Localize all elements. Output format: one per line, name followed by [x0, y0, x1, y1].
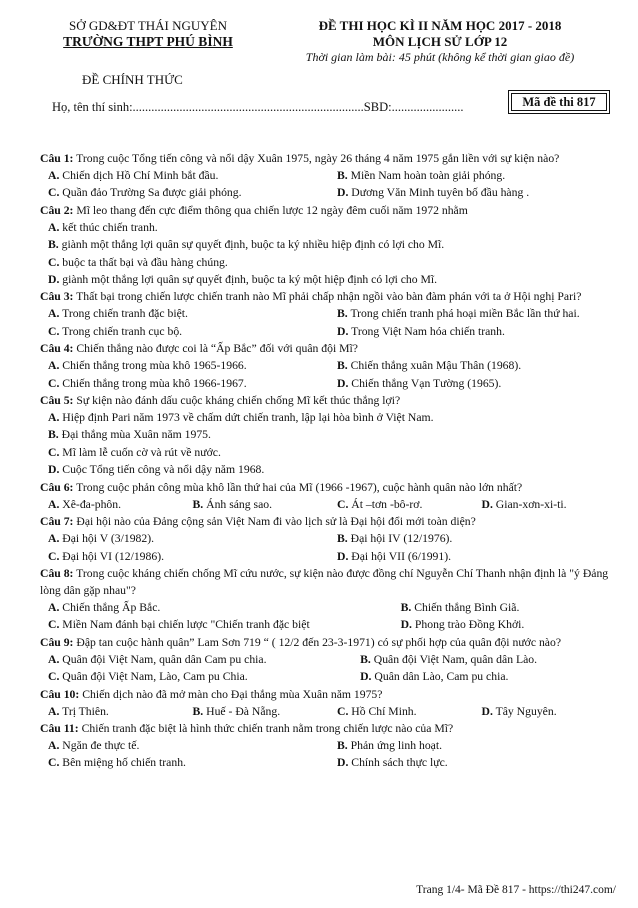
option-key: B.	[192, 704, 204, 718]
option-key: B.	[337, 532, 348, 546]
answer-option-c	[40, 323, 329, 340]
time-note: Thời gian làm bài: 45 phút (không kể thời gian giao đề)	[305, 50, 575, 64]
option-key: C.	[48, 255, 60, 269]
option-text: Chiến thắng Vạn Tường (1965).	[351, 376, 502, 390]
question-options	[40, 167, 618, 202]
option-key: A.	[48, 220, 60, 234]
question-number: Câu 4:	[40, 342, 74, 356]
question-text: Sự kiện nào đánh dấu cuộc kháng chiến chống Mĩ kết thúc thắng lợi?	[76, 394, 401, 408]
option-text: buộc ta thất bại và đầu hàng chúng.	[62, 255, 228, 269]
option-key: D.	[400, 618, 412, 632]
question-number: Câu 7:	[40, 515, 74, 529]
option-text: giành một thắng lợi quân sự quyết định, buộc ta ký nhiều hiệp định có lợi cho Mĩ.	[61, 238, 445, 252]
option-key: B.	[400, 600, 412, 614]
option-text: Trong chiến tranh đặc biệt.	[62, 307, 188, 321]
question-options	[40, 357, 618, 392]
question-text: Trong cuộc phản công mùa khô lần thứ hai của Mĩ (1966 -1967), cuộc hành quân nào lớn nhất?	[76, 480, 523, 494]
option-key: D.	[48, 273, 60, 287]
answer-option-b	[393, 599, 618, 616]
option-key: D.	[337, 376, 349, 390]
question-text: Đại hội nào của Đảng cộng sản Việt Nam đi vào lịch sử là Đại hội đổi mới toàn diện?	[76, 515, 476, 529]
question-options	[40, 651, 618, 686]
answer-option-c	[40, 254, 618, 271]
school-name: TRƯỜNG THPT PHÚ BÌNH	[63, 34, 233, 49]
question-10	[40, 686, 618, 703]
option-key: A.	[48, 600, 60, 614]
option-text: Quân đội Việt Nam, quân dân Cam pu chia.	[62, 652, 267, 666]
option-text: Miền Nam hoàn toàn giải phóng.	[350, 169, 506, 182]
option-text: Huế - Đà Nẵng.	[206, 704, 281, 718]
option-key: D.	[481, 497, 493, 511]
question-6	[40, 479, 618, 496]
answer-option-b	[329, 305, 618, 322]
question-number: Câu 3:	[40, 290, 74, 304]
question-number: Câu 2:	[40, 203, 74, 217]
subject-title: MÔN LỊCH SỬ LỚP 12	[372, 34, 508, 49]
candidate-name-line: Họ, tên thí sinh:..........................................................................SBD:.......................	[52, 100, 464, 114]
option-text: Át –tơn -bô-rơ.	[351, 497, 423, 511]
answer-option-b	[329, 357, 618, 374]
option-text: Chiến thắng trong mùa khô 1965-1966.	[62, 359, 247, 373]
option-key: B.	[337, 169, 348, 182]
option-text: Đại hội IV (12/1976).	[350, 532, 453, 546]
option-key: D.	[337, 186, 349, 200]
option-key: A.	[48, 738, 60, 752]
question-text: Đập tan cuộc hành quân” Lam Sơn 719 “ ( 12/2 đến 23-3-1971) có sự phối hợp của quân đội nước nào?	[76, 635, 562, 649]
option-key: A.	[48, 169, 60, 182]
option-key: D.	[337, 324, 349, 338]
question-number: Câu 1:	[40, 152, 74, 165]
question-options	[40, 305, 618, 340]
option-key: A.	[48, 532, 60, 546]
option-key: D.	[481, 704, 493, 718]
option-text: Tây Nguyên.	[495, 704, 557, 718]
header-left	[38, 18, 258, 50]
option-text: Quân dân Lào, Cam pu chia.	[374, 670, 509, 684]
option-key: D.	[48, 463, 60, 477]
option-text: kết thúc chiến tranh.	[62, 220, 158, 234]
answer-option-b	[40, 236, 618, 253]
exam-title: ĐỀ THI HỌC KÌ II NĂM HỌC 2017 - 2018	[318, 18, 562, 33]
answer-option-d	[40, 461, 618, 478]
answer-option-a	[40, 167, 329, 184]
answer-option-c	[40, 444, 618, 461]
option-key: A.	[48, 359, 60, 373]
answer-option-d	[40, 271, 618, 288]
option-key: A.	[48, 497, 60, 511]
question-8	[40, 565, 618, 599]
answer-option-a	[40, 737, 329, 754]
question-7	[40, 513, 618, 530]
answer-option-a	[40, 305, 329, 322]
answer-option-c	[40, 548, 329, 565]
option-key: C.	[48, 445, 60, 459]
option-key: A.	[48, 704, 60, 718]
answer-option-a	[40, 651, 352, 668]
answer-option-c	[40, 754, 329, 771]
answer-option-a	[40, 599, 393, 616]
option-key: A.	[48, 652, 60, 666]
answer-option-c	[40, 184, 329, 201]
option-key: C.	[48, 324, 60, 338]
question-options	[40, 703, 618, 720]
option-text: Trong Việt Nam hóa chiến tranh.	[351, 324, 505, 338]
answer-option-d	[393, 616, 618, 633]
option-text: Hiệp định Pari năm 1973 về chấm dứt chiến tranh, lập lại hòa bình ở Việt Nam.	[62, 411, 434, 425]
option-text: Đại hội VII (6/1991).	[351, 549, 452, 563]
option-text: Quân đội Việt Nam, quân dân Lào.	[373, 652, 538, 666]
answer-option-d	[474, 703, 619, 720]
question-options	[40, 530, 618, 565]
question-options	[40, 599, 618, 634]
option-key: C.	[48, 376, 60, 390]
answer-option-c	[329, 496, 474, 513]
answer-option-c	[40, 616, 393, 633]
option-text: Cuộc Tổng tiến công và nổi dậy năm 1968.	[62, 463, 265, 477]
option-key: C.	[48, 186, 60, 200]
option-key: B.	[48, 428, 59, 442]
question-options	[40, 496, 618, 513]
question-options	[40, 409, 618, 479]
option-text: Trong chiến tranh phá hoại miền Bắc lần thứ hai.	[350, 307, 580, 321]
exam-code-inner-border	[511, 93, 607, 111]
answer-option-d	[329, 548, 618, 565]
question-text: Chiến dịch nào đã mở màn cho Đại thắng mùa Xuân năm 1975?	[82, 687, 383, 701]
answer-option-c	[329, 703, 474, 720]
question-number: Câu 6:	[40, 480, 74, 494]
answer-option-d	[329, 323, 618, 340]
answer-option-a	[40, 357, 329, 374]
option-key: B.	[337, 307, 348, 321]
option-key: C.	[337, 704, 349, 718]
answer-option-a	[40, 530, 329, 547]
answer-option-a	[40, 703, 185, 720]
option-text: Gian-xơn-xi-ti.	[495, 497, 567, 511]
question-options	[40, 737, 618, 772]
option-key: C.	[337, 497, 349, 511]
option-text: Chiến thắng trong mùa khô 1966-1967.	[62, 376, 247, 390]
department-name: SỞ GD&ĐT THÁI NGUYÊN	[68, 18, 228, 33]
question-number: Câu 10:	[40, 687, 80, 701]
option-key: B.	[337, 359, 348, 373]
question-number: Câu 9:	[40, 635, 74, 649]
question-2	[40, 202, 618, 219]
question-3	[40, 288, 618, 305]
option-key: B.	[337, 738, 348, 752]
option-text: Chiến thắng xuân Mậu Thân (1968).	[350, 359, 522, 373]
option-text: Quần đảo Trường Sa được giải phóng.	[62, 186, 242, 200]
official-label: ĐỀ CHÍNH THỨC	[82, 72, 183, 87]
answer-option-b	[352, 651, 618, 668]
option-text: Phong trào Đồng Khởi.	[414, 618, 525, 632]
answer-option-b	[329, 737, 618, 754]
answer-option-c	[40, 668, 352, 685]
option-text: Đại thắng mùa Xuân năm 1975.	[61, 428, 211, 442]
answer-option-d	[329, 754, 618, 771]
option-text: Trị Thiên.	[62, 704, 109, 718]
question-9	[40, 634, 618, 651]
answer-option-b	[185, 703, 330, 720]
question-text: Chiến thắng nào được coi là “Ấp Bắc” đối với quân đội Mĩ?	[76, 342, 358, 356]
question-1	[40, 150, 618, 167]
question-number: Câu 8:	[40, 566, 74, 580]
question-number: Câu 5:	[40, 394, 74, 408]
question-5	[40, 392, 618, 409]
option-text: Dương Văn Minh tuyên bố đầu hàng .	[351, 186, 530, 200]
answer-option-a	[40, 496, 185, 513]
option-text: Mĩ làm lễ cuốn cờ và rút về nước.	[62, 445, 221, 459]
option-text: Ngăn đe thực tế.	[62, 738, 140, 752]
answer-option-a	[40, 219, 618, 236]
option-key: C.	[48, 670, 60, 684]
option-text: Xê-đa-phôn.	[62, 497, 122, 511]
question-4	[40, 340, 618, 357]
option-text: Trong chiến tranh cục bộ.	[62, 324, 183, 338]
option-text: giành một thắng lợi quân sự quyết định, buộc ta ký một hiệp định có lợi cho Mĩ.	[62, 273, 438, 287]
option-key: C.	[48, 549, 60, 563]
option-key: B.	[192, 497, 204, 511]
option-key: D.	[337, 756, 349, 770]
question-text: Trong cuộc Tổng tiến công và nổi dậy Xuân 1975, ngày 26 tháng 4 năm 1975 gắn liền với sự kiện nào?	[76, 152, 560, 165]
answer-option-c	[40, 375, 329, 392]
header-right	[262, 18, 618, 65]
question-options	[40, 219, 618, 289]
option-text: Chiến thắng Bình Giã.	[414, 600, 520, 614]
answer-option-b	[185, 496, 330, 513]
exam-code-box	[508, 90, 610, 114]
question-list	[40, 150, 618, 772]
option-key: B.	[48, 238, 59, 252]
question-text: Thất bại trong chiến lược chiến tranh nào Mĩ phải chấp nhận ngồi vào bàn đàm phán với ta ở Hội nghị Pari?	[76, 290, 582, 304]
option-text: Đại hội VI (12/1986).	[62, 549, 165, 563]
answer-option-d	[329, 184, 618, 201]
option-text: Hồ Chí Minh.	[351, 704, 417, 718]
option-text: Đại hội V (3/1982).	[62, 532, 155, 546]
page-footer: Trang 1/4- Mã Đề 817 - https://thi247.com/	[416, 884, 616, 896]
option-key: B.	[360, 652, 371, 666]
answer-option-b	[40, 426, 618, 443]
question-text: Trong cuộc kháng chiến chống Mĩ cứu nước, sự kiện nào được đồng chí Nguyễn Chí Thanh nhận định là "ý Đảng lòng dân gặp nhau"?	[40, 566, 609, 597]
option-key: D.	[337, 549, 349, 563]
option-text: Bên miệng hố chiến tranh.	[62, 756, 186, 770]
answer-option-d	[352, 668, 618, 685]
question-11	[40, 720, 618, 737]
question-text: Chiến tranh đặc biệt là hình thức chiến tranh nằm trong chiến lược nào của Mĩ?	[81, 721, 454, 735]
option-text: Chính sách thực lực.	[351, 756, 448, 770]
option-key: C.	[48, 618, 60, 632]
question-text: Mĩ leo thang đến cực điểm thông qua chiến lược 12 ngày đêm cuối năm 1972 nhằm	[76, 203, 468, 217]
option-text: Chiến dịch Hồ Chí Minh bắt đầu.	[62, 169, 219, 182]
option-text: Chiến thắng Ấp Bắc.	[62, 600, 161, 614]
option-text: Quân đội Việt Nam, Lào, Cam pu Chia.	[62, 670, 248, 684]
answer-option-b	[329, 530, 618, 547]
option-text: Phản ứng linh hoạt.	[350, 738, 443, 752]
answer-option-d	[474, 496, 619, 513]
exam-code: Mã đề thi 817	[522, 94, 596, 109]
option-text: Miền Nam đánh bại chiến lược "Chiến tranh đặc biệt	[62, 618, 310, 632]
question-number: Câu 11:	[40, 721, 79, 735]
answer-option-d	[329, 375, 618, 392]
answer-option-a	[40, 409, 618, 426]
option-key: C.	[48, 756, 60, 770]
option-key: A.	[48, 411, 60, 425]
option-key: D.	[360, 670, 372, 684]
option-text: Ánh sáng sao.	[206, 497, 273, 511]
option-key: A.	[48, 307, 60, 321]
answer-option-b	[329, 167, 618, 184]
